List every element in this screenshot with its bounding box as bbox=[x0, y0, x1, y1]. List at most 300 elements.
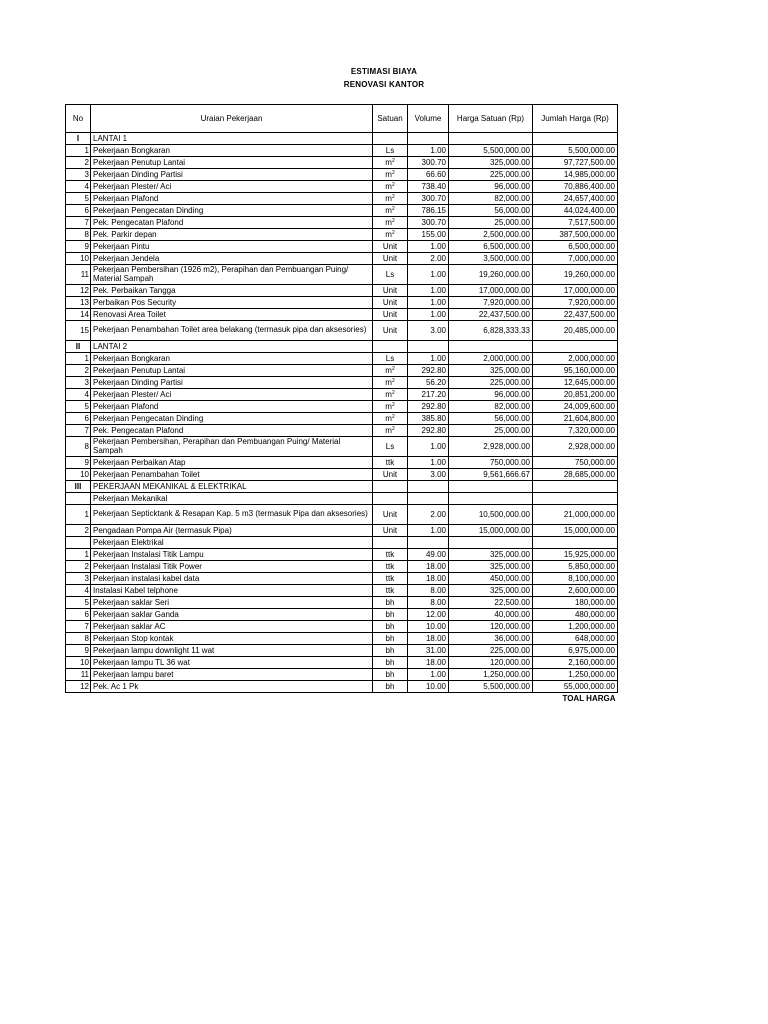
document-title: ESTIMASI BIAYA bbox=[350, 67, 418, 76]
cell-harga-satuan bbox=[449, 285, 533, 297]
cell-volume-text: 8.00 bbox=[430, 586, 446, 595]
cell-jumlah-harga-text: 14,985,000.00 bbox=[563, 170, 615, 179]
cell-uraian-text: LANTAI 1 bbox=[93, 134, 128, 143]
cell-jumlah-harga bbox=[533, 181, 618, 193]
cell-uraian bbox=[91, 157, 373, 169]
cell-volume-text: 1.00 bbox=[430, 354, 446, 363]
cell-uraian-text: Pekerjaan Dinding Partisi bbox=[93, 170, 183, 179]
cell-volume bbox=[408, 645, 449, 657]
table-row bbox=[66, 309, 618, 321]
table-row bbox=[66, 401, 618, 413]
unit-superscript: 2 bbox=[391, 230, 395, 236]
cell-volume bbox=[408, 377, 449, 389]
cell-volume bbox=[408, 681, 449, 693]
cell-jumlah-harga bbox=[533, 217, 618, 229]
cell-uraian-text: Pekerjaan Pengecatan Dinding bbox=[93, 414, 204, 423]
cell-no-text: 3 bbox=[84, 378, 89, 387]
section-row bbox=[66, 481, 618, 493]
cell-no bbox=[66, 597, 91, 609]
cell-jumlah-harga-text: 2,160,000.00 bbox=[568, 658, 615, 667]
cell-jumlah-harga-text: 24,657,400.00 bbox=[563, 194, 615, 203]
cell-no-text: 1 bbox=[84, 550, 89, 559]
cell-harga-satuan bbox=[449, 525, 533, 537]
cell-no-text: 10 bbox=[80, 658, 89, 667]
table-row bbox=[66, 157, 618, 169]
cell-volume-text: 1.00 bbox=[430, 442, 446, 451]
unit-superscript: 2 bbox=[391, 402, 395, 408]
cell-no bbox=[66, 321, 91, 341]
cell-volume-text: 300.70 bbox=[421, 194, 446, 203]
cell-uraian bbox=[91, 321, 373, 341]
cell-harga-satuan-text: 450,000.00 bbox=[489, 574, 530, 583]
cell-jumlah-harga bbox=[533, 633, 618, 645]
cell-jumlah-harga bbox=[533, 621, 618, 633]
cell-harga-satuan-text: 120,000.00 bbox=[489, 658, 530, 667]
cell-harga-satuan-text: 17,000,000.00 bbox=[478, 286, 530, 295]
table-row bbox=[66, 657, 618, 669]
cell-no bbox=[66, 217, 91, 229]
cell-harga-satuan-text: 2,928,000.00 bbox=[483, 442, 530, 451]
cell-volume-text: 1.00 bbox=[430, 310, 446, 319]
cell-harga-satuan-text: 6,828,333.33 bbox=[483, 326, 530, 335]
cell-satuan-text: m bbox=[385, 206, 392, 215]
cell-volume bbox=[408, 549, 449, 561]
cell-harga-satuan bbox=[449, 669, 533, 681]
cell-volume bbox=[408, 561, 449, 573]
cell-satuan bbox=[373, 505, 408, 525]
cell-harga-satuan bbox=[449, 645, 533, 657]
cell-satuan-text: ttk bbox=[385, 574, 395, 583]
cell-uraian bbox=[91, 341, 373, 353]
cell-volume bbox=[408, 181, 449, 193]
cell-satuan-text: m bbox=[385, 182, 392, 191]
cell-jumlah-harga bbox=[533, 425, 618, 437]
cell-no-text: 8 bbox=[84, 442, 89, 451]
cell-harga-satuan-text: 1,250,000.00 bbox=[483, 670, 530, 679]
cell-uraian-text: Pekerjaan lampu baret bbox=[93, 670, 174, 679]
cell-jumlah-harga-text: 1,200,000.00 bbox=[568, 622, 615, 631]
cell-uraian-text: Pekerjaan Septicktank & Resapan Kap. 5 m3 (termasuk Pipa dan aksesories) bbox=[93, 509, 368, 519]
cell-harga-satuan-text: 22,437,500.00 bbox=[478, 310, 530, 319]
cell-volume bbox=[408, 341, 449, 353]
unit-superscript: 2 bbox=[391, 378, 395, 384]
cell-volume bbox=[408, 633, 449, 645]
cell-satuan-text: Unit bbox=[382, 526, 398, 535]
cell-volume-text: 155.00 bbox=[421, 230, 446, 239]
cell-uraian bbox=[91, 425, 373, 437]
cell-uraian-text: Pekerjaan Pembersihan (1926 m2), Perapihan dan Pembuangan Puing/ Material Sampah bbox=[93, 265, 349, 283]
cell-satuan bbox=[373, 621, 408, 633]
cell-harga-satuan bbox=[449, 205, 533, 217]
cell-harga-satuan bbox=[449, 573, 533, 585]
cell-jumlah-harga-text: 24,009,600.00 bbox=[563, 402, 615, 411]
cell-satuan bbox=[373, 265, 408, 285]
cell-satuan bbox=[373, 401, 408, 413]
cell-jumlah-harga bbox=[533, 525, 618, 537]
table-row bbox=[66, 229, 618, 241]
cell-uraian bbox=[91, 437, 373, 457]
cell-volume-text: 1.00 bbox=[430, 458, 446, 467]
cell-jumlah-harga bbox=[533, 645, 618, 657]
cell-jumlah-harga bbox=[533, 669, 618, 681]
cell-no-text: 5 bbox=[84, 402, 89, 411]
cell-satuan-text: m bbox=[385, 170, 392, 179]
cell-volume bbox=[408, 597, 449, 609]
cell-no-text: 12 bbox=[80, 682, 89, 691]
cell-harga-satuan bbox=[449, 401, 533, 413]
cell-jumlah-harga bbox=[533, 341, 618, 353]
cell-harga-satuan-text: 325,000.00 bbox=[489, 586, 530, 595]
cell-uraian bbox=[91, 585, 373, 597]
table-row bbox=[66, 681, 618, 693]
cell-no bbox=[66, 297, 91, 309]
cell-volume-text: 49.00 bbox=[425, 550, 446, 559]
cell-volume bbox=[408, 469, 449, 481]
table-row bbox=[66, 525, 618, 537]
cell-harga-satuan bbox=[449, 181, 533, 193]
cell-satuan bbox=[373, 145, 408, 157]
cell-jumlah-harga bbox=[533, 193, 618, 205]
cell-no-text: 6 bbox=[84, 610, 89, 619]
cell-no bbox=[66, 157, 91, 169]
cell-satuan bbox=[373, 297, 408, 309]
cell-harga-satuan bbox=[449, 145, 533, 157]
cell-jumlah-harga bbox=[533, 437, 618, 457]
cell-uraian-text: Instalasi Kabel telphone bbox=[93, 586, 178, 595]
cell-satuan bbox=[373, 481, 408, 493]
cell-uraian bbox=[91, 133, 373, 145]
cell-satuan-text: m bbox=[385, 414, 392, 423]
cell-uraian bbox=[91, 457, 373, 469]
cell-satuan bbox=[373, 681, 408, 693]
cell-harga-satuan bbox=[449, 309, 533, 321]
header-jumlah-harga: Jumlah Harga (Rp) bbox=[533, 105, 618, 133]
cell-volume bbox=[408, 505, 449, 525]
cell-jumlah-harga bbox=[533, 585, 618, 597]
cell-no bbox=[66, 457, 91, 469]
cell-volume bbox=[408, 145, 449, 157]
cell-satuan bbox=[373, 669, 408, 681]
table-row bbox=[66, 285, 618, 297]
cell-uraian bbox=[91, 669, 373, 681]
cell-volume-text: 8.00 bbox=[430, 598, 446, 607]
cell-jumlah-harga bbox=[533, 365, 618, 377]
cell-jumlah-harga-text: 15,000,000.00 bbox=[563, 526, 615, 535]
cell-volume bbox=[408, 169, 449, 181]
cell-jumlah-harga-text: 55,000,000.00 bbox=[563, 682, 615, 691]
cell-harga-satuan bbox=[449, 377, 533, 389]
cell-volume-text: 292.80 bbox=[421, 402, 446, 411]
cell-harga-satuan bbox=[449, 585, 533, 597]
cell-no-text: 2 bbox=[84, 158, 89, 167]
cell-satuan-text: Unit bbox=[382, 510, 398, 519]
cell-volume-text: 18.00 bbox=[425, 562, 446, 571]
cell-satuan-text: Unit bbox=[382, 326, 398, 335]
cell-jumlah-harga-text: 20,485,000.00 bbox=[563, 326, 615, 335]
cell-harga-satuan bbox=[449, 437, 533, 457]
cell-jumlah-harga-text: 648,000.00 bbox=[574, 634, 615, 643]
cell-uraian-text: Pekerjaan Jendela bbox=[93, 254, 160, 263]
cell-jumlah-harga-text: 6,975,000.00 bbox=[568, 646, 615, 655]
cell-no-text: 4 bbox=[84, 390, 89, 399]
cell-harga-satuan bbox=[449, 169, 533, 181]
cell-harga-satuan bbox=[449, 481, 533, 493]
cell-jumlah-harga bbox=[533, 241, 618, 253]
cell-uraian bbox=[91, 401, 373, 413]
cell-satuan bbox=[373, 525, 408, 537]
cell-jumlah-harga bbox=[533, 597, 618, 609]
cell-no bbox=[66, 253, 91, 265]
cell-harga-satuan bbox=[449, 657, 533, 669]
cell-no-text: 9 bbox=[84, 646, 89, 655]
cell-uraian bbox=[91, 481, 373, 493]
header-satuan: Satuan bbox=[373, 105, 408, 133]
cell-satuan bbox=[373, 493, 408, 505]
cell-jumlah-harga bbox=[533, 457, 618, 469]
header-harga-satuan: Harga Satuan (Rp) bbox=[449, 105, 533, 133]
cell-volume-text: 12.00 bbox=[425, 610, 446, 619]
cell-satuan bbox=[373, 573, 408, 585]
cell-uraian-text: Pekerjaan Perbaikan Atap bbox=[93, 458, 186, 467]
cell-volume bbox=[408, 229, 449, 241]
section-row bbox=[66, 341, 618, 353]
cell-harga-satuan-text: 5,500,000.00 bbox=[483, 682, 530, 691]
cell-no bbox=[66, 229, 91, 241]
cell-volume bbox=[408, 285, 449, 297]
unit-superscript: 2 bbox=[391, 366, 395, 372]
table-row bbox=[66, 145, 618, 157]
table-header-row bbox=[66, 105, 618, 133]
cell-satuan bbox=[373, 193, 408, 205]
cell-harga-satuan-text: 325,000.00 bbox=[489, 366, 530, 375]
cell-harga-satuan bbox=[449, 537, 533, 549]
cell-harga-satuan-text: 25,000.00 bbox=[494, 426, 530, 435]
cell-volume-text: 56.20 bbox=[425, 378, 446, 387]
cell-jumlah-harga bbox=[533, 169, 618, 181]
document-subtitle: RENOVASI KANTOR bbox=[343, 80, 425, 89]
cell-jumlah-harga-text: 2,000,000.00 bbox=[568, 354, 615, 363]
table-row bbox=[66, 241, 618, 253]
cell-no-text: 3 bbox=[84, 574, 89, 583]
table-row bbox=[66, 413, 618, 425]
cell-satuan-text: m bbox=[385, 378, 392, 387]
cell-no bbox=[66, 193, 91, 205]
table-row bbox=[66, 425, 618, 437]
cell-no-text: 6 bbox=[84, 206, 89, 215]
cell-harga-satuan bbox=[449, 425, 533, 437]
cell-no-text: 11 bbox=[80, 270, 89, 279]
table-row bbox=[66, 609, 618, 621]
cell-jumlah-harga-text: 5,500,000.00 bbox=[568, 146, 615, 155]
cell-volume bbox=[408, 265, 449, 285]
table-row bbox=[66, 633, 618, 645]
cell-satuan bbox=[373, 181, 408, 193]
cell-no bbox=[66, 389, 91, 401]
cell-satuan-text: m bbox=[385, 218, 392, 227]
cell-satuan-text: m bbox=[385, 366, 392, 375]
cell-jumlah-harga bbox=[533, 253, 618, 265]
cell-satuan bbox=[373, 633, 408, 645]
cell-volume bbox=[408, 537, 449, 549]
cell-jumlah-harga-text: 21,604,800.00 bbox=[563, 414, 615, 423]
cell-harga-satuan bbox=[449, 365, 533, 377]
cell-jumlah-harga bbox=[533, 205, 618, 217]
cell-uraian-text: Pekerjaan Elektrikal bbox=[93, 538, 164, 547]
cell-jumlah-harga-text: 70,886,400.00 bbox=[563, 182, 615, 191]
cell-no bbox=[66, 241, 91, 253]
cell-harga-satuan bbox=[449, 681, 533, 693]
cell-no-text: 6 bbox=[84, 414, 89, 423]
cell-harga-satuan bbox=[449, 389, 533, 401]
cell-uraian-text: Pekerjaan saklar Seri bbox=[93, 598, 170, 607]
cell-volume-text: 2.00 bbox=[430, 254, 446, 263]
cell-jumlah-harga-text: 7,920,000.00 bbox=[568, 298, 615, 307]
cell-no-text: 8 bbox=[84, 230, 89, 239]
cell-no bbox=[66, 525, 91, 537]
cell-jumlah-harga-text: 8,100,000.00 bbox=[568, 574, 615, 583]
table-row bbox=[66, 365, 618, 377]
cell-no-text: 10 bbox=[80, 470, 89, 479]
cell-no bbox=[66, 285, 91, 297]
cell-jumlah-harga bbox=[533, 657, 618, 669]
cell-no bbox=[66, 469, 91, 481]
cell-no bbox=[66, 401, 91, 413]
cell-volume bbox=[408, 253, 449, 265]
cell-harga-satuan bbox=[449, 265, 533, 285]
cell-harga-satuan-text: 750,000.00 bbox=[489, 458, 530, 467]
cell-jumlah-harga-text: 750,000.00 bbox=[574, 458, 615, 467]
cell-satuan-text: m bbox=[385, 230, 392, 239]
cell-volume bbox=[408, 217, 449, 229]
cell-volume bbox=[408, 353, 449, 365]
unit-superscript: 2 bbox=[391, 426, 395, 432]
cell-no bbox=[66, 493, 91, 505]
cell-uraian bbox=[91, 193, 373, 205]
cell-uraian bbox=[91, 609, 373, 621]
cell-uraian-text: PEKERJAAN MEKANIKAL & ELEKTRIKAL bbox=[93, 482, 247, 491]
cell-volume-text: 10.00 bbox=[425, 682, 446, 691]
cell-jumlah-harga-text: 21,000,000.00 bbox=[563, 510, 615, 519]
cell-jumlah-harga bbox=[533, 133, 618, 145]
cell-jumlah-harga-text: 15,925,000.00 bbox=[563, 550, 615, 559]
cell-satuan bbox=[373, 645, 408, 657]
cell-harga-satuan bbox=[449, 193, 533, 205]
table-row bbox=[66, 321, 618, 341]
cell-jumlah-harga bbox=[533, 353, 618, 365]
cell-no-text: 13 bbox=[80, 298, 89, 307]
table-row bbox=[66, 253, 618, 265]
cell-no-text: 14 bbox=[80, 310, 89, 319]
cell-no bbox=[66, 341, 91, 353]
cell-uraian bbox=[91, 493, 373, 505]
cell-no-text: 1 bbox=[84, 354, 89, 363]
cell-harga-satuan bbox=[449, 353, 533, 365]
cell-no bbox=[66, 481, 91, 493]
cell-volume-text: 1.00 bbox=[430, 242, 446, 251]
cell-satuan bbox=[373, 353, 408, 365]
cell-uraian bbox=[91, 205, 373, 217]
cell-volume bbox=[408, 425, 449, 437]
total-row bbox=[66, 693, 618, 705]
cell-satuan-text: Ls bbox=[385, 146, 395, 155]
cell-jumlah-harga-text: 44,024,400.00 bbox=[563, 206, 615, 215]
cell-uraian-text: Pek. Perbaikan Tangga bbox=[93, 286, 176, 295]
cell-uraian-text: Pek. Pengecatan Plafond bbox=[93, 426, 184, 435]
cell-jumlah-harga-text: 28,685,000.00 bbox=[563, 470, 615, 479]
cell-no bbox=[66, 353, 91, 365]
cell-harga-satuan bbox=[449, 597, 533, 609]
cell-volume bbox=[408, 437, 449, 457]
cell-jumlah-harga bbox=[533, 297, 618, 309]
cell-satuan-text: m bbox=[385, 194, 392, 203]
cell-uraian bbox=[91, 241, 373, 253]
cell-volume-text: 1.00 bbox=[430, 526, 446, 535]
total-label: TOAL HARGA bbox=[562, 694, 616, 703]
cell-volume bbox=[408, 573, 449, 585]
table-row bbox=[66, 297, 618, 309]
cell-uraian bbox=[91, 217, 373, 229]
cell-volume bbox=[408, 525, 449, 537]
cell-satuan-text: m bbox=[385, 426, 392, 435]
cell-harga-satuan-text: 225,000.00 bbox=[489, 170, 530, 179]
cell-no bbox=[66, 413, 91, 425]
cell-harga-satuan-text: 7,920,000.00 bbox=[483, 298, 530, 307]
cell-harga-satuan-text: 10,500,000.00 bbox=[478, 510, 530, 519]
cell-jumlah-harga bbox=[533, 609, 618, 621]
cell-uraian-text: Pekerjaan Mekanikal bbox=[93, 494, 168, 503]
table-row bbox=[66, 669, 618, 681]
cell-harga-satuan-text: 120,000.00 bbox=[489, 622, 530, 631]
cell-no-text: 15 bbox=[80, 326, 89, 335]
cell-volume-text: 18.00 bbox=[425, 634, 446, 643]
table-row bbox=[66, 505, 618, 525]
cell-no-text: 7 bbox=[84, 622, 89, 631]
cell-satuan bbox=[373, 217, 408, 229]
cell-jumlah-harga bbox=[533, 561, 618, 573]
subsection-row bbox=[66, 493, 618, 505]
cell-jumlah-harga-text: 22,437,500.00 bbox=[563, 310, 615, 319]
cell-uraian-text: Pekerjaan Plester/ Aci bbox=[93, 390, 172, 399]
cell-uraian-text: Pekerjaan Dinding Partisi bbox=[93, 378, 183, 387]
cell-jumlah-harga bbox=[533, 537, 618, 549]
cell-no bbox=[66, 169, 91, 181]
cell-satuan bbox=[373, 469, 408, 481]
cell-jumlah-harga bbox=[533, 481, 618, 493]
cell-volume-text: 31.00 bbox=[425, 646, 446, 655]
cell-no bbox=[66, 573, 91, 585]
cell-volume-text: 300.70 bbox=[421, 218, 446, 227]
cell-jumlah-harga bbox=[533, 229, 618, 241]
cell-harga-satuan-text: 56,000.00 bbox=[494, 206, 530, 215]
cell-uraian-text: Pekerjaan Plester/ Aci bbox=[93, 182, 172, 191]
cell-volume bbox=[408, 365, 449, 377]
cell-uraian-text: LANTAI 2 bbox=[93, 342, 128, 351]
cell-uraian-text: Pekerjaan Penutup Lantai bbox=[93, 158, 186, 167]
cell-volume bbox=[408, 401, 449, 413]
cell-no bbox=[66, 585, 91, 597]
cell-no-text: II bbox=[75, 342, 81, 351]
cell-no-text: 7 bbox=[84, 426, 89, 435]
cell-satuan bbox=[373, 169, 408, 181]
cell-satuan bbox=[373, 425, 408, 437]
table-row bbox=[66, 181, 618, 193]
table-row bbox=[66, 457, 618, 469]
cell-volume bbox=[408, 609, 449, 621]
cell-jumlah-harga bbox=[533, 389, 618, 401]
cell-satuan bbox=[373, 321, 408, 341]
table-row bbox=[66, 573, 618, 585]
cell-no-text: 1 bbox=[84, 510, 89, 519]
